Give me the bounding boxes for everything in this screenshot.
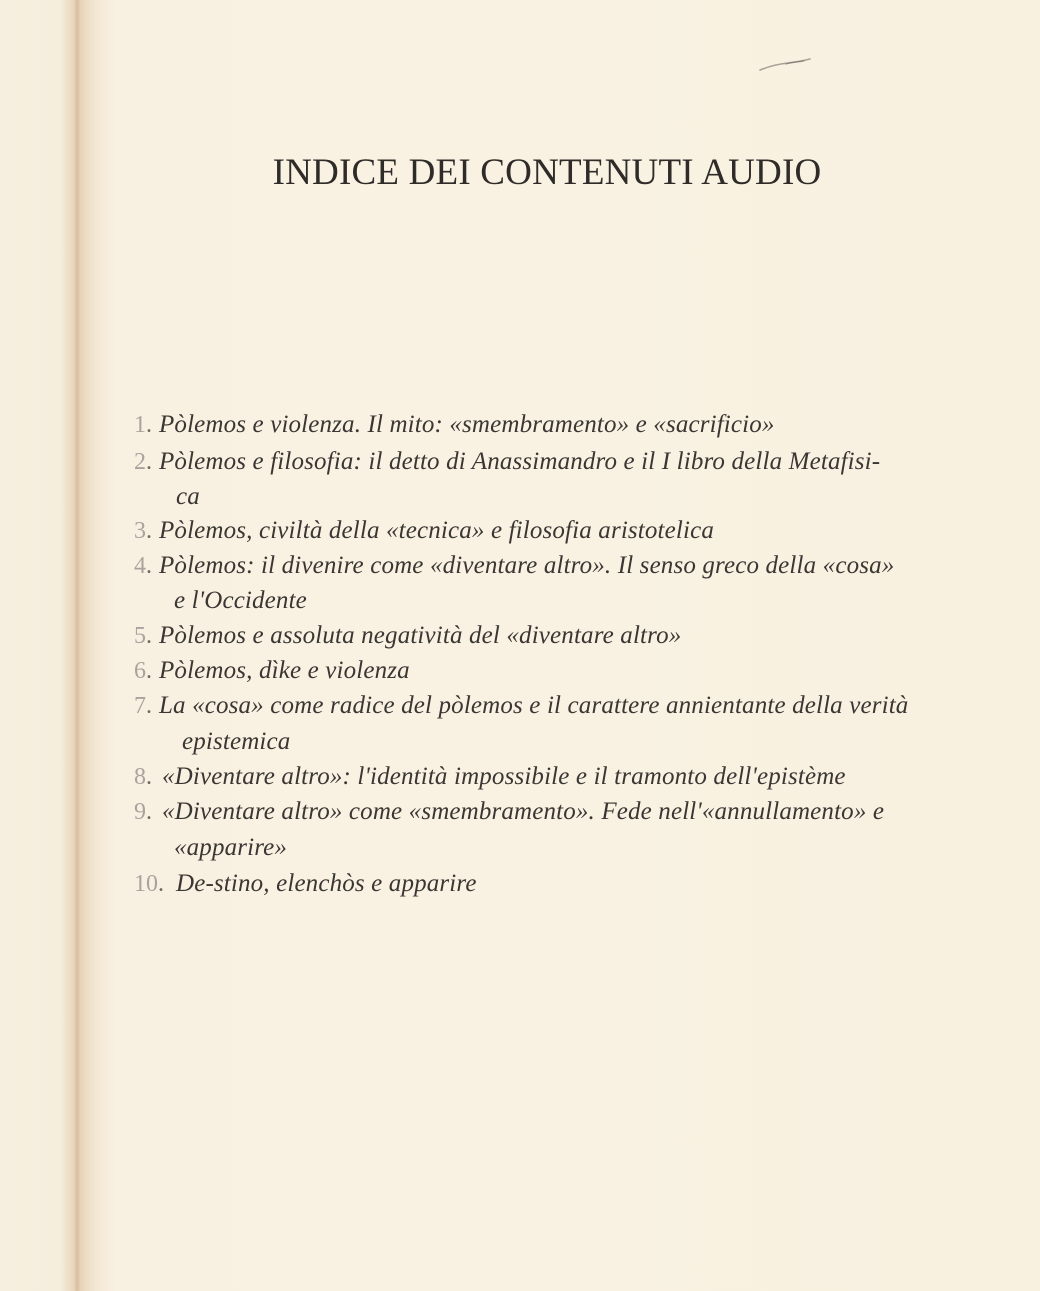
toc-item-number: 7. [134,693,152,719]
toc-item-text-continuation: e l'Occidente [174,587,307,614]
toc-item-number: 9. [134,799,152,825]
item-number-value: 9 [134,799,146,825]
toc-item-text: La «cosa» come radice del pòlemos e il carattere annientante della verità [159,692,909,719]
item-number-value: 4 [134,553,146,579]
toc-item-text: Pòlemos, dìke e violenza [159,657,410,684]
item-number-value: 2 [134,449,146,475]
item-number-value: 5 [134,623,146,649]
item-number-value: 1 [134,412,146,438]
toc-item-number: 6. [134,658,152,684]
toc-item-text: Pòlemos, civiltà della «tecnica» e filosofia aristotelica [159,517,714,544]
item-number-value: 10 [134,871,158,897]
toc-item-number: 5. [134,623,152,649]
item-number-value: 6 [134,658,146,684]
toc-item-text: De-stino, elenchòs e apparire [176,870,477,897]
toc-item-text: «Diventare altro» come «smembramento». Fede nell'«annullamento» e [162,798,885,825]
item-number-value: 3 [134,518,146,544]
item-number-value: 8 [134,764,146,790]
toc-item-text: Pòlemos e assoluta negatività del «diventare altro» [159,622,682,649]
pencil-mark-icon [758,58,812,72]
toc-item-text-continuation: epistemica [182,728,291,755]
toc-item-number: 3. [134,518,152,544]
toc-item-number: 8. [134,764,152,790]
toc-item-number: 4. [134,553,152,579]
toc-item-number: 2. [134,449,152,475]
toc-item-text: Pòlemos e violenza. Il mito: «smembramento» e «sacrificio» [159,411,775,438]
toc-item-text: Pòlemos: il divenire come «diventare altro». Il senso greco della «cosa» [159,552,895,579]
toc-item-text: Pòlemos e filosofia: il detto di Anassimandro e il I libro della Metafisi- [159,448,881,475]
toc-item-number: 1. [134,412,152,438]
toc-item-number: 10. [134,871,164,897]
toc-item-text-continuation: «apparire» [174,834,288,861]
item-number-value: 7 [134,693,146,719]
toc-item-text-continuation: ca [176,483,200,510]
toc-item-text: «Diventare altro»: l'identità impossibile e il tramonto dell'epistème [162,763,846,790]
page-title: INDICE DEI CONTENUTI AUDIO [272,152,822,193]
